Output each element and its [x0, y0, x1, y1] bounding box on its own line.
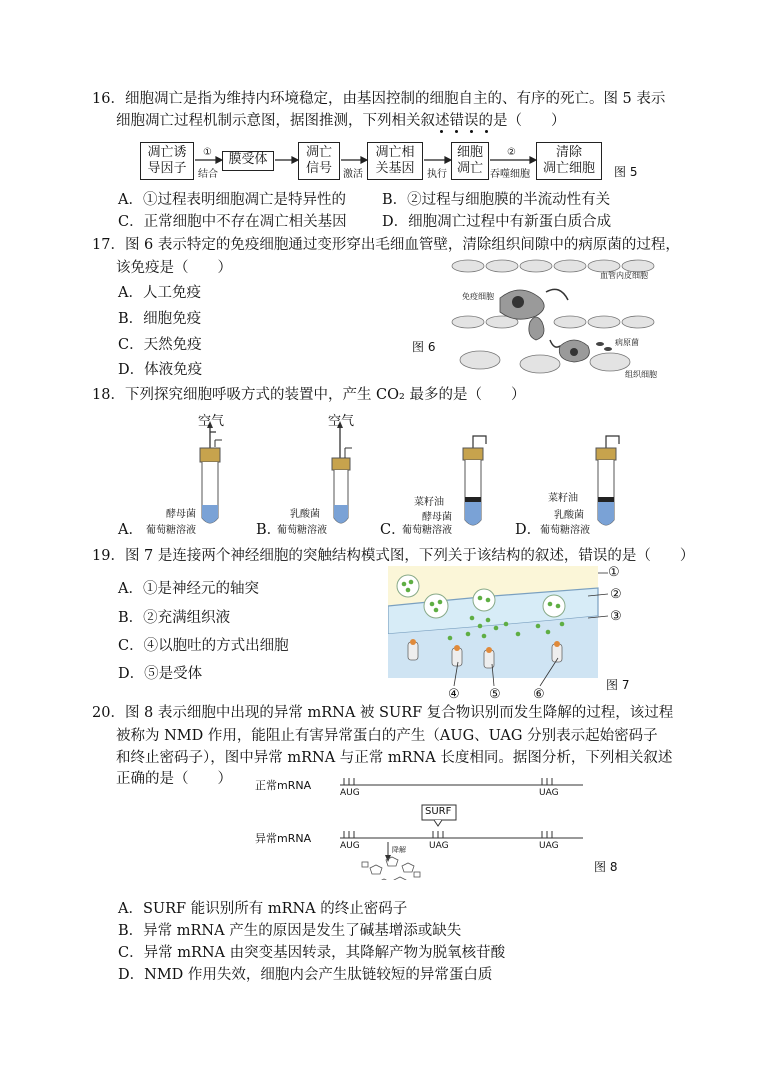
q19-option-d[interactable]: D．⑤是受体	[118, 666, 203, 682]
q19-option-b[interactable]: B．②充满组织液	[118, 610, 231, 626]
arrow5-label-top: ②	[507, 147, 516, 158]
q17-stem-line2: 该免疫是（ ）	[116, 260, 232, 276]
label-vessel-cells: 血管内皮细胞	[600, 271, 648, 280]
tube-b-solution: 葡萄糖溶液	[277, 525, 327, 536]
q20-option-c[interactable]: C．异常 mRNA 由突变基因转录，其降解产物为脱氧核苷酸	[118, 945, 506, 961]
label-immune-cell: 免疫细胞	[462, 292, 494, 301]
flow-box-genes: 凋亡相 关基因	[367, 142, 423, 180]
tube-b-air-label: 空气	[328, 414, 355, 429]
tube-d-solution: 葡萄糖溶液	[540, 525, 590, 536]
tube-c-solution: 葡萄糖溶液	[402, 525, 452, 536]
tube-a-solution: 葡萄糖溶液	[146, 525, 196, 536]
q16-stem-line2: 细胞凋亡过程机制示意图，据图推测，下列相关叙述错误的是（ ）	[116, 113, 566, 129]
flow-box-receptor: 膜受体	[222, 151, 274, 171]
abnormal-aug-label: AUG	[340, 841, 360, 851]
synapse-label-5: ⑤	[489, 687, 501, 702]
q18-stem: 18．下列探究细胞呼吸方式的装置中，产生 CO₂ 最多的是（ ）	[92, 387, 526, 403]
figure-8-caption: 图 8	[594, 860, 618, 874]
q16-option-c[interactable]: C．正常细胞中不存在凋亡相关基因	[118, 214, 347, 230]
normal-aug-label: AUG	[340, 788, 360, 798]
arrow1-label-top: ①	[203, 147, 212, 158]
q20-stem-line2: 被称为 NMD 作用，能阻止有害异常蛋白的产生（AUG、UAG 分别表示起始密码子	[116, 728, 658, 744]
flow-box-inducer: 凋亡诱 导因子	[140, 142, 194, 180]
tube-d-organism: 乳酸菌	[554, 510, 584, 521]
synapse-label-4: ④	[448, 687, 460, 702]
synapse-label-3: ③	[610, 609, 622, 624]
tube-a-organism: 酵母菌	[166, 509, 196, 520]
q18-option-a[interactable]: A．	[118, 522, 143, 538]
abnormal-uag-label: UAG	[539, 841, 559, 851]
q20-stem-line4: 正确的是（ ）	[116, 771, 232, 787]
q17-stem-line1: 17．图 6 表示特定的免疫细胞通过变形穿出毛细血管壁，清除组织间隙中的病原菌的过程，	[92, 237, 680, 253]
q18-option-d[interactable]: D．	[515, 522, 542, 538]
q19-stem: 19．图 7 是连接两个神经细胞的突触结构模式图，下列关于该结构的叙述，错误的是（ ）	[92, 548, 695, 564]
q16-option-a[interactable]: A．①过程表明细胞凋亡是特异性的	[118, 192, 346, 208]
figure-7-caption: 图 7	[606, 678, 630, 692]
arrow5-label-bottom: 吞噬细胞	[490, 169, 530, 180]
q18-option-b[interactable]: B．	[256, 522, 282, 538]
synapse-label-6: ⑥	[533, 687, 545, 702]
q18-option-c[interactable]: C．	[380, 522, 406, 538]
q16-option-d[interactable]: D．细胞凋亡过程中有新蛋白质合成	[382, 214, 612, 230]
q17-option-b[interactable]: B．细胞免疫	[118, 311, 202, 327]
flow-box-clear: 清除 凋亡细胞	[536, 142, 602, 180]
normal-uag-label: UAG	[539, 788, 559, 798]
flow-box-apoptosis: 细胞 凋亡	[451, 142, 489, 180]
q17-option-d[interactable]: D．体液免疫	[118, 362, 203, 378]
tube-c-oil: 菜籽油	[414, 497, 444, 508]
tube-b-organism: 乳酸菌	[290, 509, 320, 520]
tube-a-air-label: 空气	[198, 414, 225, 429]
flow-box-signal: 凋亡 信号	[298, 142, 340, 180]
q20-stem-line3: 和终止密码子），图中异常 mRNA 与正常 mRNA 长度相同。据图分析，下列相关叙述	[116, 750, 673, 766]
label-normal-mrna: 正常mRNA	[255, 779, 312, 792]
synapse-label-1: ①	[608, 565, 620, 580]
q17-option-a[interactable]: A．人工免疫	[118, 285, 201, 301]
q16-option-b[interactable]: B．②过程与细胞膜的半流动性有关	[382, 192, 611, 208]
label-pathogen: 病原菌	[615, 338, 639, 347]
abnormal-early-uag-label: UAG	[429, 841, 449, 851]
q16-stem-line1: 16．细胞凋亡是指为维持内环境稳定，由基因控制的细胞自主的、有序的死亡。图 5 表示	[92, 91, 666, 107]
q17-option-c[interactable]: C．天然免疫	[118, 337, 202, 353]
label-tissue-cells: 组织细胞	[625, 370, 657, 379]
q20-option-b[interactable]: B．异常 mRNA 产生的原因是发生了碱基增添或缺失	[118, 923, 462, 939]
figure-5-caption: 图 5	[614, 165, 638, 179]
figure-6-caption: 图 6	[412, 340, 436, 354]
q20-option-d[interactable]: D．NMD 作用失效，细胞内会产生肽链较短的异常蛋白质	[118, 967, 493, 983]
q20-stem-line1: 20．图 8 表示细胞中出现的异常 mRNA 被 SURF 复合物识别而发生降解的过程，该过程	[92, 705, 674, 721]
degrade-label: 降解	[392, 846, 406, 854]
tube-d-oil: 菜籽油	[548, 493, 578, 504]
arrow4-label: 执行	[427, 169, 447, 180]
q19-option-a[interactable]: A．①是神经元的轴突	[118, 581, 259, 597]
q20-option-a[interactable]: A．SURF 能识别所有 mRNA 的终止密码子	[118, 901, 408, 917]
label-abnormal-mrna: 异常mRNA	[255, 832, 312, 845]
arrow3-label: 激活	[343, 169, 363, 180]
surf-complex-label: SURF	[425, 806, 452, 817]
arrow1-label-bottom: 结合	[198, 169, 218, 180]
tube-c-organism: 酵母菌	[422, 512, 452, 523]
synapse-label-2: ②	[610, 587, 622, 602]
q19-option-c[interactable]: C．④以胞吐的方式出细胞	[118, 638, 289, 654]
